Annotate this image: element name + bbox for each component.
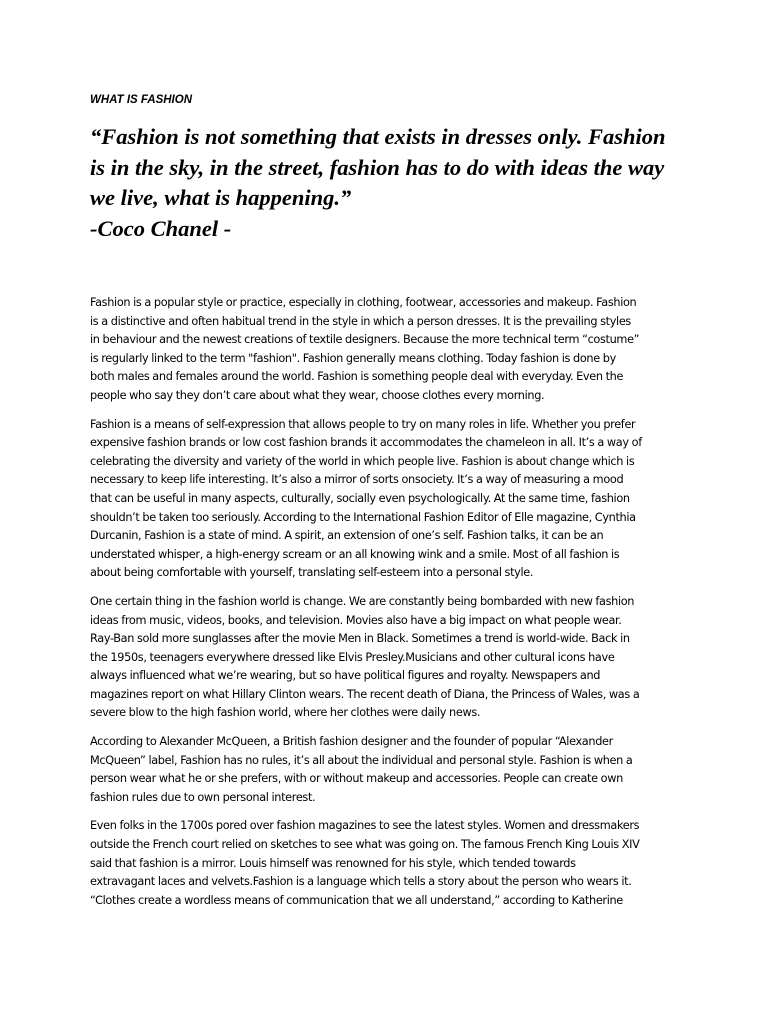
paragraph-line: that can be useful in many aspects, culturally, socially even psychologically. At the same time, fashion — [90, 491, 630, 505]
paragraph-line: magazines report on what Hillary Clinton wears. The recent death of Diana, the Princess of Wales, was a — [90, 687, 640, 701]
paragraph-line: about being comfortable with yourself, translating self-esteem into a personal style. — [90, 566, 534, 580]
quote-line: “Fashion is not something that exists in dresses only. Fashion — [90, 124, 666, 149]
paragraph — [90, 294, 688, 406]
paragraph-line: “Clothes create a wordless means of communication that we all understand,” according to Katherine — [90, 893, 623, 907]
paragraph-line: person wear what he or she prefers, with or without makeup and accessories. People can create own — [90, 772, 623, 786]
paragraph-line: extravagant laces and velvets.Fashion is a language which tells a story about the person who wears it. — [90, 875, 632, 889]
paragraph — [90, 593, 688, 723]
paragraph — [90, 416, 688, 583]
paragraph-line: always influenced what we’re wearing, but so have political figures and royalty. Newspapers and — [90, 669, 601, 683]
paragraph-line: said that fashion is a mirror. Louis himself was renowned for his style, which tended towards — [90, 856, 576, 870]
paragraph — [90, 733, 688, 807]
paragraph-line: Fashion is a popular style or practice, especially in clothing, footwear, accessories and makeup. Fashion — [90, 296, 637, 309]
paragraph-line: shouldn’t be taken too seriously. According to the International Fashion Editor of Elle magazine, Cynthia — [90, 510, 636, 524]
paragraph-line: McQueen” label, Fashion has no rules, it’s all about the individual and personal style. Fashion is when a — [90, 753, 633, 767]
paragraph-line: is regularly linked to the term "fashion". Fashion generally means clothing. Today fashion is done by — [90, 351, 616, 365]
paragraph-line: ideas from music, videos, books, and television. Movies also have a big impact on what people wear. — [90, 613, 622, 627]
paragraph-line: both males and females around the world. Fashion is something people deal with everyday. Even the — [90, 370, 624, 384]
quote-author: -Coco Chanel - — [90, 215, 232, 241]
document-heading: WHAT IS FASHION — [90, 94, 193, 106]
quote-line: is in the sky, in the street, fashion has to do with ideas the way — [90, 154, 665, 180]
paragraph-line: One certain thing in the fashion world is change. We are constantly being bombarded with new fashion — [90, 594, 635, 608]
paragraph-line: outside the French court relied on sketches to see what was going on. The famous French King Louis XIV — [90, 838, 640, 852]
chanel-quote — [90, 122, 688, 214]
paragraph — [90, 817, 688, 910]
paragraph-line: necessary to keep life interesting. It’s also a mirror of sorts onsociety. It’s a way of measuring a mood — [90, 473, 624, 487]
paragraph-line: Durcanin, Fashion is a state of mind. A spirit, an extension of one’s self. Fashion talks, it can be an — [90, 529, 604, 543]
paragraph-line: celebrating the diversity and variety of the world in which people live. Fashion is about change which is — [90, 454, 635, 468]
paragraph-line: fashion rules due to own personal interest. — [90, 790, 316, 804]
paragraph-line: expensive fashion brands or low cost fashion brands it accommodates the chameleon in all. It’s a way of — [90, 436, 642, 450]
paragraph-line: the 1950s, teenagers everywhere dressed like Elvis Presley.Musicians and other cultural icons have — [90, 650, 615, 664]
paragraph-line: severe blow to the high fashion world, where her clothes were daily news. — [90, 706, 481, 720]
paragraph-line: in behaviour and the newest creations of textile designers. Because the more technical term “costume” — [90, 333, 640, 347]
paragraph-line: is a distinctive and often habitual trend in the style in which a person dresses. It is the prevailing styles — [90, 314, 631, 328]
paragraph-line: Fashion is a means of self-expression that allows people to try on many roles in life. Whether you prefer — [90, 417, 636, 431]
paragraph-line: Even folks in the 1700s pored over fashion magazines to see the latest styles. Women and dressmakers — [90, 819, 640, 833]
paragraph-line: understated whisper, a high-energy scream or an all knowing wink and a smile. Most of all fashion is — [90, 547, 620, 561]
paragraph-line: people who say they don’t care about what they wear, choose clothes every morning. — [90, 388, 545, 402]
paragraph-line: Ray-Ban sold more sunglasses after the movie Men in Black. Sometimes a trend is world-wide. Back in — [90, 632, 630, 646]
paragraph-line: According to Alexander McQueen, a British fashion designer and the founder of popular “Alexander — [90, 735, 613, 749]
quote-line: we live, what is happening.” — [90, 185, 352, 210]
